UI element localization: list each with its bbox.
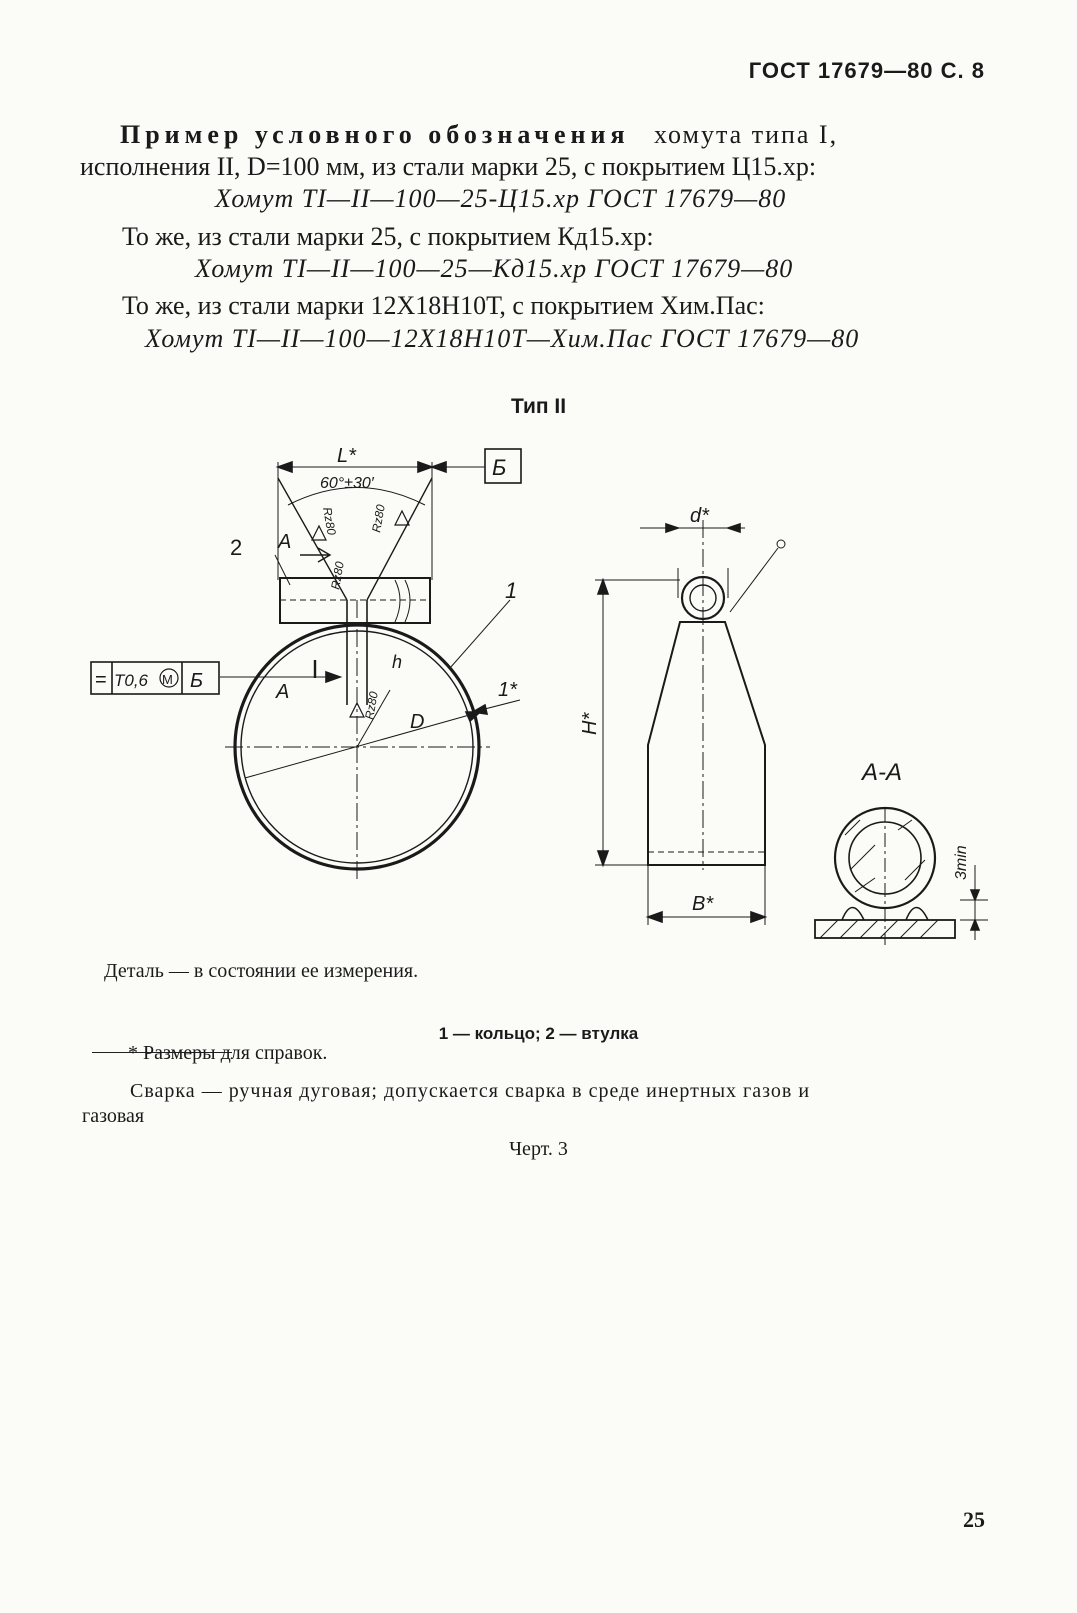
- example-heading: Пример условного обозначения: [120, 120, 630, 149]
- label-diameter: D: [410, 711, 425, 733]
- side-view-body: [648, 622, 765, 865]
- label-d: d*: [690, 505, 709, 527]
- designation-code-3: Хомут ТI—II—100—12Х18Н10Т—Хим.Пас ГОСТ 17679—80: [145, 324, 860, 353]
- label-h: h: [392, 652, 403, 672]
- designation-code-2: Хомут ТI—II—100—25—Кд15.хр ГОСТ 17679—80: [195, 254, 794, 283]
- label-datum-b: Б: [492, 455, 507, 480]
- page-header: ГОСТ 17679—80 С. 8: [748, 58, 985, 83]
- page-number: 25: [963, 1507, 985, 1532]
- label-pos-2: 2: [230, 535, 243, 560]
- welding-note-line-1: Сварка — ручная дуговая; допускается сварка в среде инертных газов и: [130, 1080, 811, 1102]
- example-line-2: исполнения II, D=100 мм, из стали марки 25, с покрытием Ц15.хр:: [80, 152, 817, 181]
- tolerance-value: Т0,6: [114, 671, 149, 690]
- designation-code-1: Хомут ТI—II—100—25-Ц15.хр ГОСТ 17679—80: [215, 184, 787, 213]
- section-title: А-А: [862, 759, 903, 786]
- tolerance-symbol: =: [95, 669, 107, 691]
- label-pos-1: 1: [505, 578, 518, 603]
- detail-state-note: Деталь — в состоянии ее измерения.: [104, 960, 419, 982]
- example-line1-rest: хомута типа I,: [654, 120, 839, 149]
- label-rz-2: Rz80: [369, 503, 388, 534]
- label-angle: 60°±30′: [320, 475, 374, 492]
- tolerance-modifier: М: [162, 672, 173, 687]
- figure-legend: 1 — кольцо; 2 — втулка: [438, 1024, 639, 1043]
- example-line-4: То же, из стали марки 12Х18Н10Т, с покрытием Хим.Пас:: [122, 291, 765, 320]
- label-3min: 3min: [953, 845, 970, 880]
- label-L: L*: [337, 445, 356, 467]
- welding-note-line-2: газовая: [82, 1105, 145, 1127]
- figure-number: Черт. 3: [509, 1138, 568, 1160]
- label-rz-1: Rz80: [320, 506, 339, 537]
- label-rz-4: Rz80: [362, 690, 381, 721]
- tolerance-datum: Б: [190, 670, 204, 692]
- label-thickness: 1*: [498, 679, 517, 701]
- footnote: * Размеры для справок.: [128, 1042, 328, 1064]
- label-B: B*: [692, 893, 714, 915]
- label-rz-3: Rz80: [328, 560, 347, 591]
- example-line-3: То же, из стали марки 25, с покрытием Кд15.хр:: [122, 222, 654, 251]
- label-H: H*: [579, 712, 601, 735]
- figure-title: Тип II: [510, 395, 567, 418]
- label-section-a-bottom: А: [276, 681, 290, 703]
- label-section-a-top: А: [278, 531, 292, 553]
